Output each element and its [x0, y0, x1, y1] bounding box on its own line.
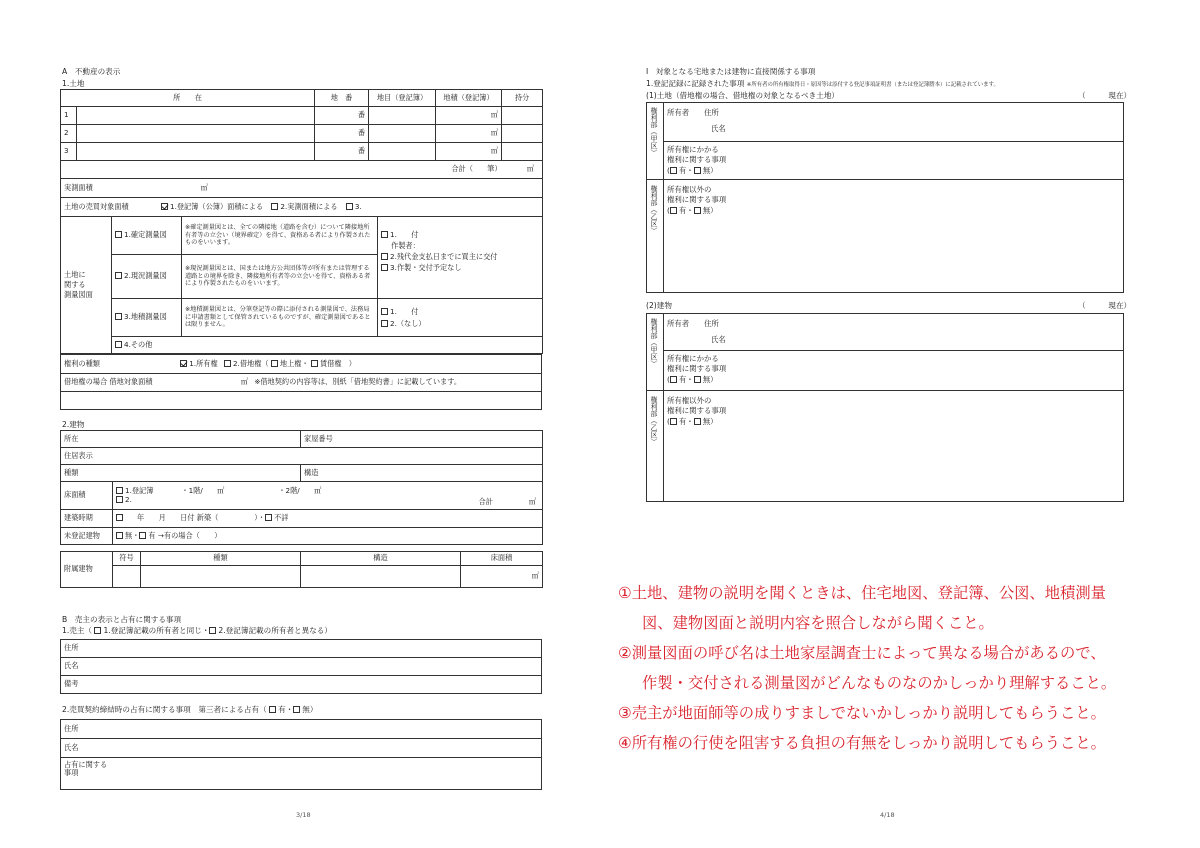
unreg-yes-checkbox[interactable] — [139, 532, 146, 539]
building-own-yes-label: 有・ — [678, 375, 694, 384]
occupy-yes-checkbox[interactable] — [269, 706, 276, 713]
target-opt3-checkbox[interactable] — [346, 203, 353, 210]
land-other-no-label: 無） — [702, 206, 718, 215]
built-date: 年 月 日付 新築（ ）・ — [137, 513, 266, 523]
survey-other-checkbox[interactable] — [115, 341, 122, 348]
maker3-checkbox[interactable] — [381, 264, 388, 271]
survey-opt3[interactable] — [112, 299, 182, 337]
building-structure[interactable]: 構造 — [301, 465, 543, 482]
row-no: 1 — [61, 107, 77, 125]
building-kou-label: 権利部（甲区） — [650, 318, 659, 367]
location-input[interactable] — [77, 143, 315, 161]
floor-cell — [113, 482, 543, 510]
building-sub-title: (2)建物 — [646, 301, 672, 310]
share-input[interactable] — [502, 107, 543, 125]
share-input[interactable] — [502, 143, 543, 161]
survey-opt1-checkbox[interactable] — [115, 231, 122, 238]
land-owner-address[interactable]: 所有者 住所 — [667, 108, 719, 117]
category-input[interactable] — [369, 143, 436, 161]
survey-opt2-label: 2.現況測量図 — [124, 271, 167, 281]
unregistered-label: 未登記建物 — [61, 528, 113, 545]
survey-opt1-label: 1.確定測量図 — [124, 230, 167, 240]
unregistered-cell — [113, 528, 543, 545]
blank-row[interactable] — [61, 392, 542, 410]
area-input[interactable]: ㎡ — [436, 107, 502, 125]
note-2: ②測量図面の呼び名は土地家屋調査士によって異なる場合があるので、 — [618, 644, 1106, 662]
lot-input[interactable]: 番 — [315, 143, 369, 161]
target-opt2-label: 2.実測面積による — [280, 201, 338, 211]
note-2-cont: 作製・交付される測量図がどんなものなのかしっかり理解すること。 — [642, 674, 1117, 692]
land-title: 1.土地 — [62, 79, 85, 88]
target-opt1-checkbox[interactable] — [161, 203, 168, 210]
building-kind[interactable]: 種類 — [61, 465, 301, 482]
area-input[interactable]: ㎡ — [436, 143, 502, 161]
floor-label: 床面積 — [61, 482, 113, 510]
attached1-checkbox[interactable] — [381, 308, 388, 315]
location-input[interactable] — [77, 125, 315, 143]
right-kind-label: 権利の種類 — [64, 358, 100, 368]
location-input[interactable] — [77, 107, 315, 125]
target-opt3-label: 3. — [354, 201, 362, 211]
building-as-of: （ 現在） — [1078, 301, 1132, 310]
lease-note: ※借地契約の内容等は、別紙「借地契約書」に記載しています。 — [254, 377, 462, 387]
section-b-title: B 売主の表示と占有に関する事項 — [62, 615, 182, 624]
land-own-no-checkbox[interactable] — [694, 167, 701, 174]
land-other-no-checkbox[interactable] — [694, 207, 701, 214]
target-opt2-checkbox[interactable] — [271, 203, 278, 210]
annex-kind-input[interactable] — [141, 566, 301, 588]
right-kind-row — [61, 355, 542, 374]
maker1-label: 1. 付 — [390, 230, 419, 239]
annex-header-kind: 種類 — [141, 552, 301, 566]
annex-table — [60, 551, 543, 588]
annex-header-area: 床面積 — [461, 552, 543, 566]
occupy-no-label: 無） — [302, 705, 318, 714]
maker3-label: 3.作製・交付予定なし — [390, 263, 462, 273]
row-no: 3 — [61, 143, 77, 161]
building-otsu-label: 権利部（乙区） — [650, 396, 659, 445]
seller-opt2-label: 2.登記簿記載の所有者と異なる） — [218, 626, 332, 635]
page-number-left: 3/18 — [296, 811, 311, 819]
seller-table — [60, 639, 542, 694]
building-other-right: 所有権以外の 権利に関する事項 — [667, 396, 727, 415]
building-register-box — [646, 313, 1124, 502]
building-own-no-checkbox[interactable] — [694, 376, 701, 383]
building-address[interactable]: 住居表示 — [61, 448, 543, 465]
land-own-yes-label: 有・ — [678, 166, 694, 175]
floor-total: 合計 ㎡ — [478, 496, 537, 506]
survey-opt3-label: 3.地積測量図 — [124, 312, 167, 322]
table-row — [61, 125, 543, 143]
section-a-title: A 不動産の表示 — [62, 67, 121, 76]
built-cell[interactable] — [113, 510, 543, 528]
land-own-right-options: ( 有・ 無） — [667, 166, 718, 175]
lot-input[interactable]: 番 — [315, 125, 369, 143]
header-lot: 地 番 — [315, 90, 369, 107]
survey-table — [60, 216, 543, 354]
annex-structure-input[interactable] — [301, 566, 461, 588]
lease-right-checkbox[interactable] — [311, 360, 318, 367]
floor-opt2-label: 2. — [125, 494, 132, 504]
occupy-no-checkbox[interactable] — [293, 706, 300, 713]
seller-title: 1.売主（ — [62, 626, 93, 635]
actual-area-label: 実測面積 — [64, 182, 93, 192]
land-total: 合計（ 筆） ㎡ — [61, 161, 543, 179]
lease-area-row[interactable] — [61, 374, 542, 392]
unknown-label: 不詳 — [274, 513, 289, 523]
row-no: 2 — [61, 125, 77, 143]
right-kind-1-checkbox[interactable] — [180, 360, 187, 367]
building-other-yes-label: 有・ — [678, 417, 694, 426]
building-title: 2.建物 — [62, 420, 85, 429]
unreg-no-label: 無・ — [125, 530, 140, 540]
note-3: ③売主が地面師等の成りすましでないかしっかり説明してもらうこと。 — [618, 704, 1106, 722]
annex-label: 附属建物 — [61, 552, 113, 588]
maker2-checkbox[interactable] — [381, 253, 388, 260]
house-number[interactable]: 家屋番号 — [301, 431, 543, 448]
header-category: 地目（登記簿） — [369, 90, 436, 107]
land-as-of: （ 現在） — [1078, 91, 1132, 100]
header-share: 持分 — [502, 90, 543, 107]
survey-desc-1: ※確定測量図とは、全ての隣接地（道路を含む）について隣接地所有者等の立会い（境界確定）を得て、資格ある者により作製されたものをいいます。 — [182, 217, 378, 255]
lease-area-unit: ㎡ — [240, 377, 249, 387]
building-own-right: 所有権にかかる 権利に関する事項 — [667, 354, 727, 373]
occupy-yes-label: 有・ — [278, 705, 294, 714]
table-row — [61, 107, 543, 125]
note-1-cont: 図、建物図面と説明内容を照合しながら聞くこと。 — [642, 614, 994, 632]
land-owner-name[interactable]: 氏名 — [711, 124, 726, 133]
survey-opt3-checkbox[interactable] — [115, 313, 122, 320]
built-label: 建築時期 — [61, 510, 113, 528]
attached1-label: 1. 付 — [390, 306, 419, 316]
building-own-no-label: 無） — [702, 375, 718, 384]
annex-code-input[interactable] — [113, 566, 141, 588]
header-area: 地積（登記簿） — [436, 90, 502, 107]
land-own-right: 所有権にかかる 権利に関する事項 — [667, 145, 727, 164]
building-owner-name[interactable]: 氏名 — [711, 335, 726, 344]
target-opt1-label: 1.登記簿（公簿）面積による — [170, 201, 264, 211]
building-location[interactable]: 所在 — [61, 431, 301, 448]
section-i-title: Ⅰ 対象となる宅地または建物に直接関係する事項 — [646, 67, 816, 76]
building-own-yes-checkbox[interactable] — [670, 376, 677, 383]
survey-label: 土地に 関する 測量図面 — [61, 217, 112, 354]
registry-title-row — [646, 80, 999, 89]
rights-table — [60, 354, 542, 410]
right-kind-2-label: 2.借地権（ — [232, 358, 269, 368]
survey-other-label: 4.その他 — [124, 339, 153, 349]
occupy-details[interactable]: 占有に関する 事項 — [61, 758, 542, 790]
floor-opt2-checkbox[interactable] — [116, 496, 123, 503]
unreg-no-checkbox[interactable] — [116, 532, 123, 539]
occupant-name[interactable]: 氏名 — [61, 739, 542, 758]
annex-area-input[interactable]: ㎡ — [461, 566, 543, 588]
survey-other[interactable] — [112, 337, 543, 354]
land-register-box — [646, 102, 1124, 293]
maker1-checkbox[interactable] — [381, 231, 388, 238]
unknown-checkbox[interactable] — [265, 514, 272, 521]
seller-remarks[interactable]: 備考 — [61, 676, 542, 694]
occupant-address[interactable]: 住所 — [61, 720, 542, 739]
attached-options — [378, 299, 543, 337]
survey-desc-2: ※現況測量図とは、国または地方公共団体等が所有または管理する道路との境界を除き、隣接地所有者等の立会いを得て、資格ある者により作製されたものをいいます。 — [182, 255, 378, 299]
maker-options — [378, 217, 543, 299]
seller-opt2-checkbox[interactable] — [209, 627, 216, 634]
land-other-right: 所有権以外の 権利に関する事項 — [667, 185, 727, 204]
maker1-author: 作製者： — [391, 241, 420, 251]
annex-header-structure: 構造 — [301, 552, 461, 566]
surface-right-label: 地上権・ — [279, 358, 309, 368]
building-owner-address[interactable]: 所有者 住所 — [667, 319, 719, 328]
surface-right-checkbox[interactable] — [271, 360, 278, 367]
actual-area-row[interactable] — [61, 179, 543, 198]
registry-note: ※所有者の所有権取得日・原因等は添付する登記事項証明書（または登記簿謄本）に記載されています。 — [746, 82, 999, 88]
building-table — [60, 430, 543, 545]
target-area-label: 土地の売買対象面積 — [64, 201, 129, 211]
header-location: 所 在 — [61, 90, 315, 107]
land-own-no-label: 無） — [702, 166, 718, 175]
occupy-title-row — [62, 706, 317, 715]
annex-header-code: 符号 — [113, 552, 141, 566]
unreg-yes-label: 有 →有の場合（ ） — [148, 530, 222, 540]
area-input[interactable]: ㎡ — [436, 125, 502, 143]
survey-opt2-checkbox[interactable] — [115, 272, 122, 279]
building-other-no-label: 無） — [702, 417, 718, 426]
lease-area-label: 借地権の場合 借地対象面積 — [64, 377, 153, 387]
built-checkbox[interactable] — [116, 514, 123, 521]
category-input[interactable] — [369, 125, 436, 143]
share-input[interactable] — [502, 125, 543, 143]
survey-opt1[interactable] — [112, 217, 182, 255]
lease-right-label: 賃借権 ） — [319, 358, 356, 368]
seller-opt1-checkbox[interactable] — [94, 627, 101, 634]
occupy-table — [60, 719, 542, 790]
right-kind-2-checkbox[interactable] — [224, 360, 231, 367]
land-other-yes-label: 有・ — [678, 206, 694, 215]
seller-name[interactable]: 氏名 — [61, 658, 542, 676]
target-area-row — [61, 198, 543, 217]
land-own-yes-checkbox[interactable] — [670, 167, 677, 174]
land-kou-label: 権利部（甲区） — [650, 107, 659, 156]
lot-input[interactable]: 番 — [315, 107, 369, 125]
survey-opt2[interactable] — [112, 255, 182, 299]
maker2-label: 2.残代金支払日までに買主に交付 — [390, 252, 498, 262]
occupy-title: 2.売買契約締結時の占有に関する事項 第三者による占有（ — [62, 705, 267, 714]
note-4: ④所有権の行使を阻害する負担の有無をしっかり説明してもらうこと。 — [618, 734, 1106, 752]
land-other-yes-checkbox[interactable] — [670, 207, 677, 214]
building-own-right-options: ( 有・ 無） — [667, 375, 718, 384]
seller-opt1-label: 1.登記簿記載の所有者と同じ・ — [103, 626, 210, 635]
seller-address[interactable]: 住所 — [61, 640, 542, 658]
page-number-right: 4/18 — [880, 811, 895, 819]
building-other-right-options: ( 有・ 無） — [667, 417, 718, 426]
land-sub-title: (1)土地（借地権の場合、借地権の対象となるべき土地） — [646, 91, 840, 100]
category-input[interactable] — [369, 107, 436, 125]
land-table — [60, 89, 543, 217]
seller-title-row — [62, 627, 332, 636]
right-kind-1-label: 1.所有権 — [189, 358, 218, 368]
survey-desc-3: ※地積測量図とは、分筆登記等の際に添付される測量図で、法務局に申請書類として保管されているものですが、確定測量図であるとは限りません。 — [182, 299, 378, 337]
attached2-checkbox[interactable] — [381, 320, 388, 327]
attached2-label: 2.（なし） — [390, 318, 426, 328]
advice-notes — [618, 578, 1178, 758]
floor-opt1-checkbox[interactable] — [116, 487, 123, 494]
building-other-yes-checkbox[interactable] — [670, 418, 677, 425]
actual-area-unit: ㎡ — [200, 182, 208, 192]
land-other-right-options: ( 有・ 無） — [667, 206, 718, 215]
floor-opt1-label: 1.登記簿 — [125, 486, 154, 496]
registry-title: 1.登記記録に記録された事項 — [646, 79, 745, 88]
floor1-area[interactable]: ・1階/ ㎡ — [181, 486, 225, 496]
land-otsu-label: 権利部（乙区） — [650, 185, 659, 234]
table-row — [61, 143, 543, 161]
note-1: ①土地、建物の説明を聞くときは、住宅地図、登記簿、公図、地積測量 — [618, 584, 1106, 602]
building-other-no-checkbox[interactable] — [694, 418, 701, 425]
floor2-area[interactable]: ・2階/ ㎡ — [278, 486, 322, 496]
